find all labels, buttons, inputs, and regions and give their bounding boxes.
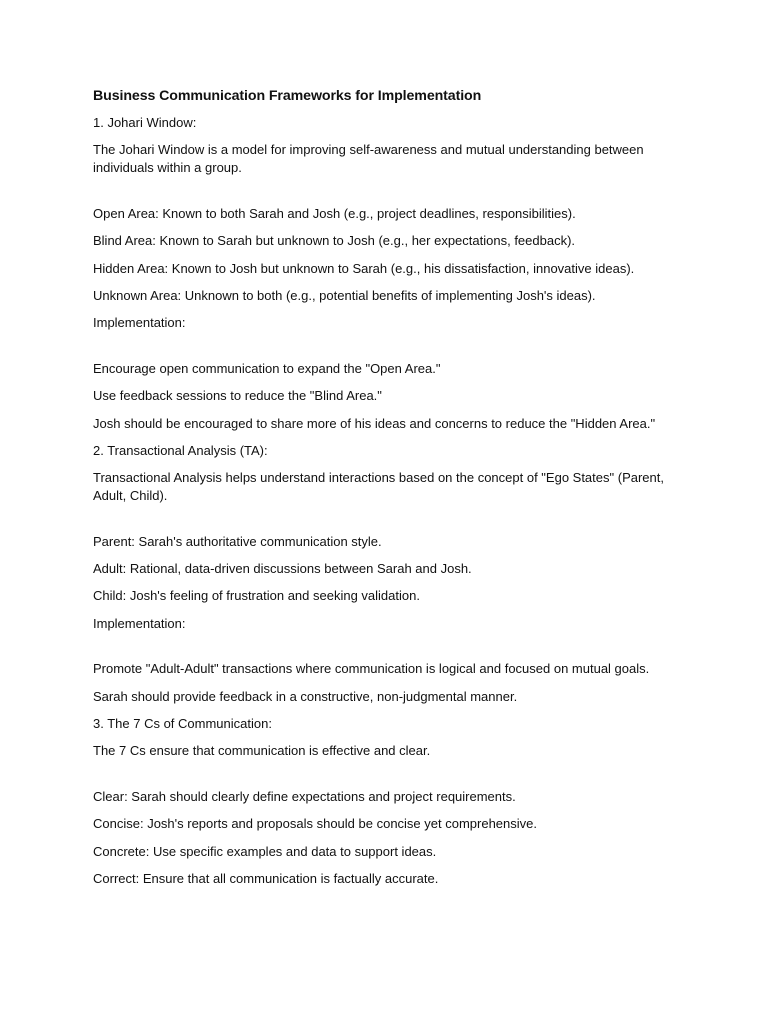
section2-implementation-label: Implementation: [93,615,186,631]
seven-cs-concise: Concise: Josh's reports and proposals should be concise yet comprehensive. [93,816,537,832]
section1-implementation-item: Use feedback sessions to reduce the "Blind Area." [93,388,382,404]
spacer [93,515,683,533]
spacer [93,642,683,660]
spacer [93,342,683,360]
document-title: Business Communication Frameworks for Implementation [93,88,482,104]
spacer [93,187,683,205]
johari-hidden-area: Hidden Area: Known to Josh but unknown to Sarah (e.g., his dissatisfaction, innovative ideas). [93,260,635,276]
section1-implementation-label: Implementation: [93,315,186,331]
section3-heading: 3. The 7 Cs of Communication: [93,716,272,732]
section1-implementation-item: Josh should be encouraged to share more of his ideas and concerns to reduce the "Hidden Area." [93,415,656,431]
seven-cs-concrete: Concrete: Use specific examples and data to support ideas. [93,843,437,859]
section1-intro: The Johari Window is a model for improving self-awareness and mutual understanding between individuals within a group. [93,142,644,176]
seven-cs-clear: Clear: Sarah should clearly define expectations and project requirements. [93,788,516,804]
ta-adult: Adult: Rational, data-driven discussions between Sarah and Josh. [93,561,472,577]
section3-intro: The 7 Cs ensure that communication is effective and clear. [93,743,431,759]
johari-blind-area: Blind Area: Known to Sarah but unknown to Josh (e.g., her expectations, feedback). [93,233,576,249]
section2-heading: 2. Transactional Analysis (TA): [93,442,268,458]
johari-open-area: Open Area: Known to both Sarah and Josh (e.g., project deadlines, responsibilities). [93,205,576,221]
section2-implementation-item: Promote "Adult-Adult" transactions where communication is logical and focused on mutual goals. [93,661,650,677]
section2-implementation-item: Sarah should provide feedback in a constructive, non-judgmental manner. [93,688,518,704]
spacer [93,770,683,788]
ta-parent: Parent: Sarah's authoritative communication style. [93,533,382,549]
section1-heading: 1. Johari Window: [93,115,197,130]
johari-unknown-area: Unknown Area: Unknown to both (e.g., potential benefits of implementing Josh's ideas). [93,287,596,303]
document-page [93,86,683,897]
ta-child: Child: Josh's feeling of frustration and seeking validation. [93,588,420,604]
section2-intro: Transactional Analysis helps understand interactions based on the concept of "Ego States" (Parent, Adult, Child). [93,470,664,504]
seven-cs-correct: Correct: Ensure that all communication is factually accurate. [93,870,439,886]
section1-implementation-item: Encourage open communication to expand the "Open Area." [93,360,441,376]
